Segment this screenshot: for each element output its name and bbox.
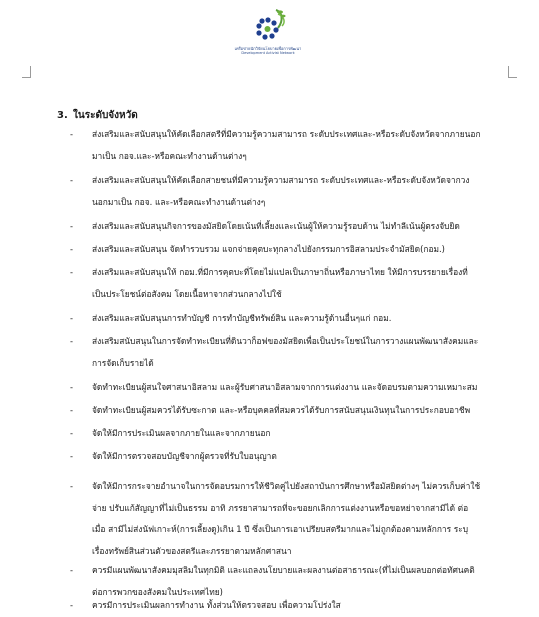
- section-title: ในระดับจังหวัด: [73, 110, 138, 121]
- list-item-text: ส่งเสริมและสนับสนุนกิจการของมัสยิดโดยเน้นที่เลี้ยงและเน้นผู้ให้ความรู้รอบด้าน ไม่ทำลีเน้นผู้ตรงจับยิด: [92, 221, 460, 231]
- bullet-dash: -: [70, 451, 74, 461]
- list-item-text: ส่งเสริมและสนับสนุนให้คัดเลือกสตรีที่มีความรู้ความสามารถ ระดับประเทศและ-หรือระดับจังหวัดจากภายนอก มาเป็น กอจ.และ-หรือคณะทำงานด้านต่างๆ: [92, 129, 481, 161]
- bullet-dash: -: [70, 313, 74, 323]
- list-item-text: ส่งเสริมและสนับสนุนให้คัดเลือกสายชนที่มีความรู้ความสามารถ ระดับประเทศและ-หรือระดับจังหวัดจากวง นอกมาเป็น กอจ. และ-หรือคณะทำงานด้านต่างๆ: [92, 175, 470, 207]
- section-heading: [57, 108, 138, 123]
- crop-mark: [30, 66, 31, 78]
- list-item-text: ส่งเสริมและสนับสนุนการทำบัญชี การทำบัญชีทรัพย์สิน และความรู้ด้านอื่นๆแก่ กอม.: [92, 313, 392, 323]
- list-item-text: จัดให้มีการตรวจสอบบัญชีจากผู้ตรวจที่รับใบอนุญาต: [92, 451, 277, 461]
- crop-mark: [22, 77, 30, 78]
- list-item-text: ควรมีแผนพัฒนาสังคมมุสลิมในทุกมิติ และแถลงนโยบายและผลงานต่อสาธารณะ(ที่ไม่เป็นผลบอกต่อทัศนคติ ต่อการพวกของสังคมในประเทศไทย): [92, 565, 475, 597]
- list-item-text: ส่งเสริมและสนับสนุนให้ กอม.ที่มีการคุตบะที่โดยไม่แปลเป็นภาษาถิ่นหรือภาษาไทย ให้มีการบรรยายเรื่องที่ เป็นประโยชน์ต่อสังคม โดยเนื้อหาจากส่วนกลางไปใช้: [92, 267, 468, 299]
- bullet-dash: -: [70, 600, 74, 610]
- bullet-dash: -: [70, 129, 74, 139]
- bullet-dash: -: [70, 336, 74, 346]
- bullet-dash: -: [70, 244, 74, 254]
- bullet-dash: -: [70, 382, 74, 392]
- section-number: 3.: [57, 110, 68, 121]
- bullet-dash: -: [70, 405, 74, 415]
- bullet-dash: -: [70, 428, 74, 438]
- crop-mark: [509, 77, 517, 78]
- logo-emblem-icon: [238, 6, 298, 50]
- logo-subcaption: Development Activist Network: [241, 51, 295, 55]
- list-item-text: จัดให้มีการประเมินผลจากภายในและจากภายนอก: [92, 428, 271, 438]
- bullet-dash: -: [70, 221, 74, 231]
- bullet-dash: -: [70, 565, 74, 575]
- list-item-text: ควรมีการประเมินผลการทำงาน ทั้งส่วนให้ตรวจสอบ เพื่อความโปร่งใส: [92, 600, 341, 610]
- list-item-text: จัดทำทะเบียนผู้สมควรได้รับซะกาต และ-หรือบุคคลที่สมควรได้รับการสนับสนุนเงินทุนในการประกอบอาชีพ: [92, 405, 471, 415]
- list-item-text: ส่งเสริมและสนับสนุน จัดทำรวบรวม แจกจ่ายคุตบะทุกลางไปยังกรรมการอิสลามประจำมัสยิด(กอม.): [92, 244, 445, 254]
- bullet-dash: -: [70, 175, 74, 185]
- bullet-dash: -: [70, 267, 74, 277]
- list-item-text: จัดทำทะเบียนผู้สนใจศาสนาอิสลาม และผู้รับศาสนาอิสลามจากการแต่งงาน และจัดอบรมตามความเหมาะสม: [92, 382, 478, 392]
- bullet-dash: -: [70, 481, 74, 491]
- logo-caption: เครือข่ายนักวิจัยนโยบายเพื่อการพัฒนา: [234, 46, 302, 51]
- list-item-text: ส่งเสริมสนับสนุนในการจัดทำทะเบียนที่ดินวาก็อฟของมัสยิดเพื่อเป็นประโยชน์ในการวางแผนพัฒนาสังคมและ การจัดเก็บรายได้: [92, 336, 479, 368]
- list-item-text: จัดให้มีการกระจายอำนาจในการจัดอบรมการให้ชีวิตคู่ไปยังสถาบันการศึกษาหรือมัสยิดต่างๆ ไม่ควรเก็บค่าใช้ จ่าย ปรับแก้สัญญาที่ไม่เป็นธรรม อาทิ ภรรยาสามารถที่จะขอยกเลิกการแต่งงานหรือขอหย่าจากสามีได้ ต่อ เมื่อ สามีไม่ส่งนัฟเกาะห์(การเลี้ยงดู)เกิน 1 ปี ซึ่งเป็นการเอาเปรียบสตรีมากและไม่ถูกต้องตามหลักการ ระบุ เรื่องทรัพย์สินส่วนตัวของสตรีและภรรยาตามหลักศาสนา: [92, 481, 481, 556]
